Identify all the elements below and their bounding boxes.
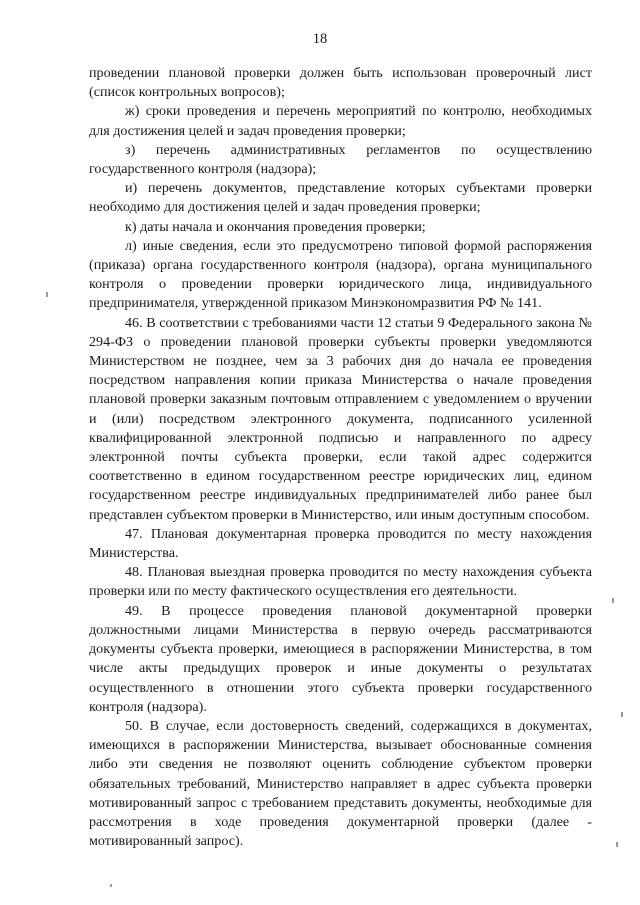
paragraph-item-k: к) даты начала и окончания проведения проверки; [125, 218, 426, 235]
paragraph-47: 47. Плановая документарная проверка проводится по месту нахождения Министерства. [89, 525, 592, 562]
paragraph-49: 49. В процессе проведения плановой документарной проверки должностными лицами Министерства в первую очередь рассматриваются документы субъекта проверки, имеющиеся в распоряжении Министерства, в том числе акты предыдущих проверок и иные документы о результатах осуществленного в отношении этого субъекта проверки государственного контроля (надзора). [89, 602, 592, 715]
paragraph-item-i: и) перечень документов, представление которых субъектами проверки необходимо для достижения целей и задач проведения проверки; [89, 180, 592, 216]
paragraph-50: 50. В случае, если достоверность сведений, содержащихся в документах, имеющихся в распоряжении Министерства, вызывает обоснованные сомнения либо эти сведения не позволяют оценить соблюдение субъектом проверки обязательных требований, Министерство направляет в адрес субъекта проверки мотивированный запрос с требованием представить документы, необходимые для рассмотрения в ходе проведения документарной проверки (далее - мотивированный запрос). [89, 717, 592, 850]
scan-speck [621, 712, 623, 717]
paragraph-item-l: л) иные сведения, если это предусмотрено типовой формой распоряжения (приказа) органа государственного контроля (надзора), органа муниципального контроля о проведении проверки юридического лица, индивидуального предпринимателя, утвержденной приказом Минэкономразвития РФ № 141. [89, 237, 592, 312]
paragraph-48: 48. Плановая выездная проверка проводится по месту нахождения субъекта проверки или по месту фактического осуществления его деятельности. [89, 564, 592, 600]
paragraph-item-z: з) перечень административных регламентов по осуществлению государственного контроля (надзора); [89, 141, 592, 178]
scan-speck [612, 598, 614, 603]
paragraph-continuation: проведении плановой проверки должен быть использован проверочный лист (список контрольных вопросов); [89, 65, 592, 101]
scan-speck [616, 842, 618, 847]
scan-speck [110, 884, 112, 887]
document-body [89, 64, 592, 851]
paragraph-46: 46. В соответствии с требованиями части 12 статьи 9 Федерального закона № 294-ФЗ о проведении плановой проверки субъекты проверки уведомляются Министерством не позднее, чем за 3 рабочих дня до начала ее проведения посредством направления копии приказа Министерства о начале проведения плановой проверки заказным почтовым отправлением с уведомлением о вручении и (или) посредством электронного документа, подписанного усиленной квалифицированной электронной подписью и направленного по адресу электронной почты субъекта проверки, если такой адрес содержится соответственно в едином государственном реестре юридических лиц, едином государственном реестре индивидуальных предпринимателей либо ранее был представлен субъектом проверки в Министерство, или иным доступным способом. [89, 314, 592, 523]
page-number: 18 [312, 31, 328, 47]
scan-speck [46, 292, 48, 297]
paragraph-item-zh: ж) сроки проведения и перечень мероприятий по контролю, необходимых для достижения целей и задач проведения проверки; [89, 103, 592, 139]
